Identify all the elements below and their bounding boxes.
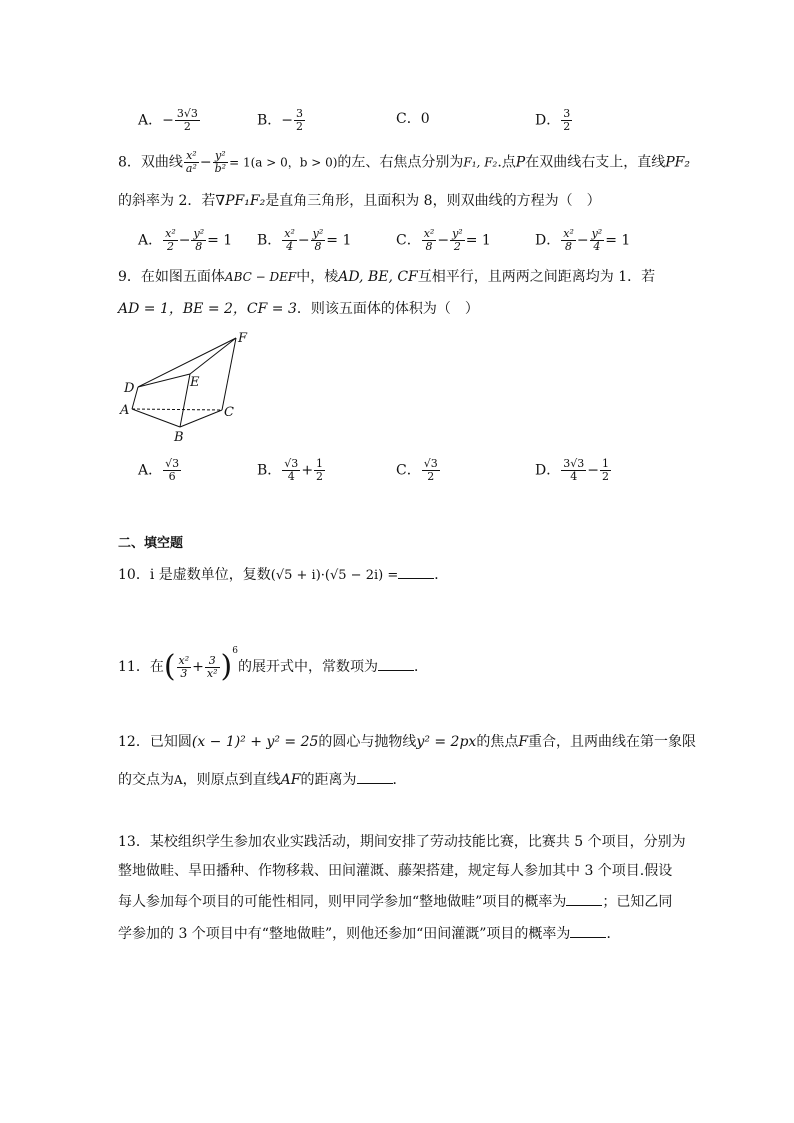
question-text: 是直角三角形，且面积为 8，则双曲线的方程为（ ） (265, 193, 601, 209)
edge-ac-hidden (132, 409, 222, 410)
question-text: 的圆心与抛物线 (318, 734, 417, 750)
math-condition: AD = 1，BE = 2，CF = 3 (118, 301, 297, 317)
section-heading: 二、填空题 (118, 536, 184, 551)
fraction (175, 108, 200, 133)
denominator: 4 (287, 470, 295, 483)
plus-sign: + (192, 659, 204, 675)
q7-option-d (535, 108, 573, 133)
q12-line2 (118, 771, 407, 789)
numerator: x² (284, 227, 295, 240)
denominator: 2 (563, 120, 571, 133)
answer-blank[interactable] (570, 925, 606, 938)
numerator: 1 (316, 457, 324, 470)
numerator: y² (452, 227, 463, 240)
q8-line1 (118, 150, 690, 175)
denominator: 4 (593, 240, 601, 253)
q10 (118, 566, 448, 585)
q7-option-a (138, 108, 201, 133)
denominator: b² (214, 162, 227, 175)
fraction (191, 228, 206, 253)
fraction (422, 228, 437, 253)
question-text: 的展开式中，常数项为 (237, 659, 378, 675)
option-label: C． (396, 111, 421, 127)
question-text: ，则原点到直线 (182, 772, 281, 788)
vertex-label-f: F (238, 331, 248, 346)
denominator: 2 (166, 240, 174, 253)
numerator: x² (165, 227, 176, 240)
q11 (118, 642, 428, 682)
question-text: 互相平行，且两两之间距离均为 1．若 (417, 269, 656, 285)
option-label: D． (535, 462, 561, 479)
math-line: PF₂ (665, 154, 690, 171)
option-label: A． (138, 112, 163, 129)
edge-fc (222, 338, 236, 410)
fraction (314, 458, 325, 483)
question-text: 的交点为 (118, 772, 174, 788)
option-label: D． (535, 112, 561, 129)
answer-blank[interactable] (398, 566, 434, 579)
answer-blank[interactable] (378, 658, 414, 671)
vertex-label-b: B (174, 430, 184, 445)
question-text: 学参加的 3 个项目中有“整地做畦”，则他还参加“田间灌溉”项目的概率为 (118, 926, 571, 942)
numerator: y² (591, 227, 603, 240)
numerator: 3√3 (563, 457, 585, 470)
q9-line2 (118, 300, 479, 318)
numerator: 3√3 (176, 107, 198, 120)
math-point: P (515, 154, 526, 171)
option-label: C． (396, 462, 421, 479)
edge-df (138, 338, 236, 387)
math-triangle: ∇PF₁F₂ (215, 193, 266, 209)
option-label: B． (257, 462, 282, 479)
fraction (590, 228, 605, 253)
numerator: 3 (205, 655, 220, 668)
fraction (163, 228, 178, 253)
question-text: ． (392, 772, 407, 788)
question-text: 重合，且两曲线在第一象限 (528, 734, 697, 750)
question-text: ． (434, 567, 449, 583)
q8-option-d: D． $\frac{\text{x²}}{8}$ − $\frac{\text{y²}}{4}$ = 1 (535, 227, 631, 253)
pentahedron-figure (118, 330, 268, 445)
equation-rhs: = 1 (207, 232, 233, 249)
answer-blank[interactable] (566, 893, 602, 906)
question-text: 的焦点 (476, 734, 519, 750)
denominator: 2 (296, 120, 304, 133)
denominator: 2 (183, 120, 191, 133)
denominator: 2 (427, 470, 435, 483)
q7-option-b (257, 108, 306, 133)
denominator: 8 (195, 240, 203, 253)
denominator: 8 (425, 240, 433, 253)
question-text: 在如图五面体 (140, 269, 225, 285)
fraction (422, 458, 440, 483)
denominator: 4 (286, 240, 294, 253)
math-point: F (518, 734, 529, 750)
q9-option-c (396, 458, 441, 483)
math-point: A (174, 773, 183, 787)
q9-option-b (257, 458, 326, 483)
question-number: 9． (118, 269, 141, 285)
numerator: x² (423, 227, 435, 240)
q9-line1 (118, 268, 655, 286)
question-text: 双曲线 (140, 154, 183, 171)
equation-rhs: = 1 (605, 232, 631, 249)
numerator: y² (193, 227, 205, 240)
option-label: D． (535, 232, 561, 249)
right-paren: ) (220, 649, 233, 684)
question-number: 12． (118, 734, 150, 750)
denominator: a² (185, 162, 197, 175)
equation-condition: = 1(a > 0，b > 0) (229, 155, 338, 170)
math-edges: AD, BE, CF (338, 269, 418, 285)
vertex-label-c: C (224, 405, 234, 420)
q13-line2: 整地做畦、旱田播种、作物移栽、田间灌溉、藤架搭建，规定每人参加其中 3 个项目.假设 (118, 863, 673, 879)
question-text: 在双曲线右支上，直线 (525, 154, 666, 171)
q13-line4 (118, 925, 620, 943)
question-text: ． (413, 659, 428, 675)
numerator: 3 (563, 107, 571, 120)
numerator: 1 (601, 457, 609, 470)
numerator: x² (184, 150, 199, 163)
answer-blank[interactable] (357, 771, 393, 784)
fraction (561, 458, 586, 483)
numerator: x² (178, 653, 190, 667)
minus-sign: − (281, 112, 294, 129)
denominator: 8 (314, 240, 322, 253)
q8-line2 (118, 192, 601, 210)
numerator: √3 (423, 457, 438, 470)
fraction (213, 150, 228, 175)
fraction (311, 228, 326, 253)
fraction (282, 458, 300, 483)
q9-option-d (535, 458, 612, 483)
question-text: 的距离为 (300, 772, 357, 788)
question-number: 10． (118, 567, 150, 583)
denominator: 6 (168, 470, 176, 483)
numerator: √3 (165, 457, 180, 470)
question-text: i 是虚数单位，复数 (149, 567, 271, 583)
question-number: 8． (118, 154, 141, 171)
option-label: A． (138, 462, 163, 479)
question-text: 的斜率为 2．若 (118, 193, 216, 209)
fraction (163, 458, 181, 483)
option-label: C． (396, 232, 421, 249)
numerator: x² (563, 227, 574, 240)
question-text: 的左、右焦点分别为 (337, 154, 464, 171)
fraction (205, 655, 220, 680)
q8-option-b: B． $\frac{\text{x²}}{4}$ − $\frac{\text{y²}}{8}$ = 1 (257, 227, 352, 253)
minus-sign: − (162, 112, 174, 129)
math-solid: ABC − DEF (224, 270, 297, 284)
q13-line3 (118, 893, 672, 911)
denominator: 8 (565, 240, 573, 253)
numerator: √3 (284, 457, 299, 470)
edge-ef (190, 338, 236, 374)
math-foci: F₁, F₂ (463, 155, 498, 170)
denominator: 4 (570, 470, 578, 483)
edge-eb (180, 374, 190, 427)
edge-de (138, 374, 190, 387)
question-text: .点 (497, 154, 516, 171)
fraction (561, 228, 576, 253)
math-parabola: y² = 2px (416, 734, 477, 750)
fraction (282, 228, 297, 253)
denominator: 2 (453, 240, 461, 253)
q13-line1: 13．某校组织学生参加农业实践活动，期间安排了劳动技能比赛，比赛共 5 个项目，分别为 (118, 834, 686, 850)
denominator: 3 (180, 666, 188, 680)
fraction (600, 458, 611, 483)
question-text: ；已知乙同 (602, 894, 673, 910)
edge-ab (132, 409, 180, 427)
question-text: ．则该五面体的体积为（ ） (296, 301, 479, 317)
math-circle: (x − 1)² + y² = 25 (191, 734, 319, 750)
fraction (184, 150, 199, 175)
minus-sign: − (587, 462, 599, 479)
question-text: 中，棱 (296, 269, 339, 285)
minus-sign: − (199, 154, 212, 171)
numerator: 3 (296, 107, 304, 120)
question-text: 每人参加每个项目的可能性相同，则甲同学参加“整地做畦”项目的概率为 (118, 894, 567, 910)
question-number: 11．在 (118, 659, 164, 675)
denominator: 2 (316, 470, 324, 483)
numerator: y² (213, 150, 228, 163)
edge-bc (180, 410, 222, 427)
option-label: B． (257, 232, 282, 249)
vertex-label-d: D (124, 381, 135, 396)
numerator: y² (312, 227, 324, 240)
question-text: ． (606, 926, 621, 942)
vertex-label-a: A (120, 403, 130, 418)
option-label: A． (138, 232, 163, 249)
q8-option-a: A． $\frac{\text{x²}}{2}$ − $\frac{\text{y²}}{8}$ = 1 (138, 227, 233, 253)
left-paren: ( (163, 649, 176, 684)
q8-option-c: C． $\frac{\text{x²}}{8}$ − $\frac{\text{y²}}{2}$ = 1 (396, 227, 491, 253)
exponent: 6 (232, 646, 238, 656)
question-text: 已知圆 (149, 734, 192, 750)
q7-option-c (396, 110, 430, 128)
fraction (450, 228, 465, 253)
plus-sign: + (301, 462, 314, 479)
fraction (561, 108, 572, 133)
fraction (294, 108, 305, 133)
option-value: 0 (420, 111, 430, 127)
q9-option-a (138, 458, 182, 483)
denominator: x² (206, 666, 218, 680)
equation-rhs: = 1 (465, 232, 491, 249)
fraction (177, 655, 192, 680)
vertex-label-e: E (190, 375, 200, 390)
math-line: AF (280, 772, 301, 788)
denominator: 2 (601, 470, 609, 483)
q12-line1 (118, 733, 696, 751)
math-expression: (√5 + i)·(√5 − 2i) = (270, 568, 399, 583)
option-label: B． (257, 112, 282, 129)
equation-rhs: = 1 (326, 232, 352, 249)
